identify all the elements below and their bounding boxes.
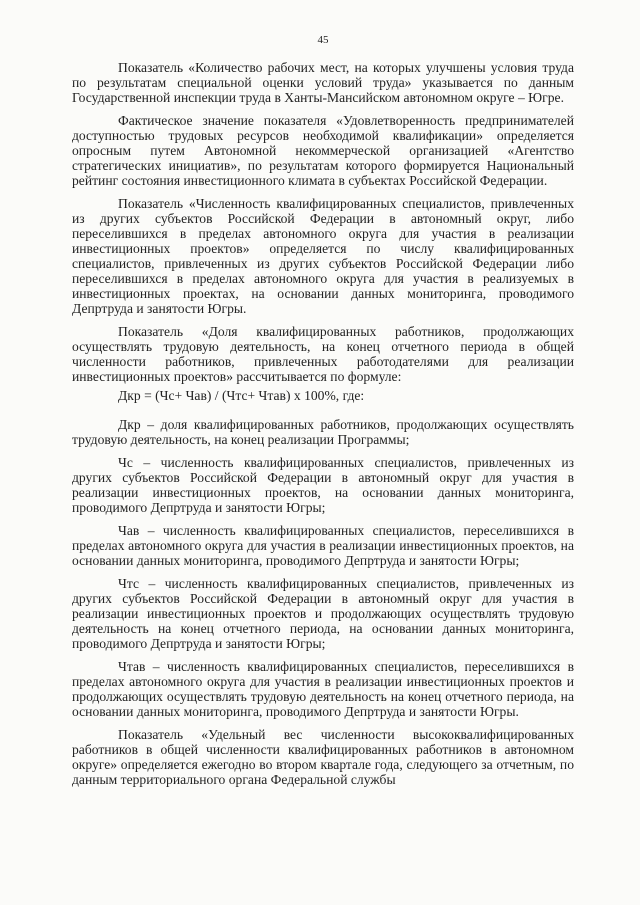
definition-chs: Чс – численность квалифицированных специалистов, привлеченных из других субъектов Российской Федерации в автономный округ для участия в реализации инвестиционных проектов, на основании данных мониторинга, проводимого Депртруда и занятости Югры;	[72, 455, 574, 515]
paragraph-specialists-count: Показатель «Численность квалифицированных специалистов, привлеченных из других субъектов Российской Федерации в автономный округ, либо переселившихся в пределах автономного округа для участия в реализации инвестиционных проектов» определяется по числу квалифицированных специалистов, привлеченных из других субъектов Российской Федерации либо переселившихся в пределах автономного округа для участия в реализуемых в инвестиционных проектах, на основании данных мониторинга, проводимого Депртруда и занятости Югры.	[72, 196, 574, 316]
paragraph-workplaces: Показатель «Количество рабочих мест, на которых улучшены условия труда по результатам специальной оценки условий труда» указывается по данным Государственной инспекции труда в Ханты-Мансийском автономном округе – Югре.	[72, 60, 574, 105]
definition-chts: Чтс – численность квалифицированных специалистов, привлеченных из других субъектов Российской Федерации в автономный округ для участия в реализации инвестиционных проектов и продолжающих осуществлять трудовую деятельность на конец отчетного периода, на основании данных мониторинга, проводимого Депртруда и занятости Югры;	[72, 576, 574, 651]
paragraph-share-workers: Показатель «Доля квалифицированных работников, продолжающих осуществлять трудовую деятельность, на конец отчетного периода в общей численности работников, привлеченных работодателями для реализации инвестиционных проектов» рассчитывается по формуле:	[72, 324, 574, 384]
paragraph-satisfaction: Фактическое значение показателя «Удовлетворенность предпринимателей доступностью трудовых ресурсов необходимой квалификации» определяется опросным путем Автономной некоммерческой организацией «Агентство стратегических инициатив», по результатам которого формируется Национальный рейтинг состояния инвестиционного климата в субъектах Российской Федерации.	[72, 113, 574, 188]
page-number: 45	[317, 34, 329, 46]
formula: Дкр = (Чс+ Чав) / (Чтс+ Чтав) х 100%, где:	[118, 388, 365, 403]
paragraph-high-qualified-share: Показатель «Удельный вес численности высококвалифицированных работников в общей численности квалифицированных работников в автономном округе» определяется ежегодно во втором квартале года, следующего за отчетным, по данным территориального органа Федеральной службы	[72, 727, 574, 787]
definition-dkr: Дкр – доля квалифицированных работников, продолжающих осуществлять трудовую деятельность, на конец реализации Программы;	[72, 417, 574, 447]
definition-chav: Чав – численность квалифицированных специалистов, переселившихся в пределах автономного округа для участия в реализации инвестиционных проектов, на основании данных мониторинга, проводимого Депртруда и занятости Югры;	[72, 523, 574, 568]
definition-chtav: Чтав – численность квалифицированных специалистов, переселившихся в пределах автономного округа для участия в реализации инвестиционных проектов и продолжающих осуществлять трудовую деятельность на конец отчетного периода, на основании данных мониторинга, проводимого Депртруда и занятости Югры.	[72, 659, 574, 719]
